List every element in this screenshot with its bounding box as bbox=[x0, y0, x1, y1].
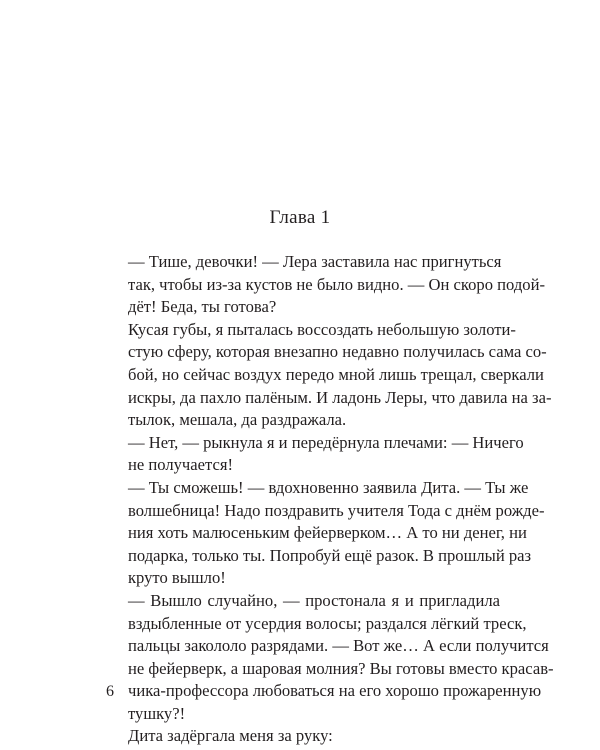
text-line: дёт! Беда, ты готова? bbox=[128, 297, 277, 317]
body-text bbox=[106, 251, 554, 748]
text-line: не получается! bbox=[128, 455, 233, 475]
paragraph bbox=[106, 725, 500, 748]
text-line: подарка, только ты. Попробуй ещё разок. В прошлый раз bbox=[128, 545, 532, 565]
text-line: волшебница! Надо поздравить учителя Тода с днём рожде- bbox=[128, 500, 545, 520]
text-line: — Вышло случайно, — простонала я и пригладила bbox=[128, 590, 500, 610]
text-line: тушку?! bbox=[128, 703, 186, 723]
paragraph bbox=[106, 477, 545, 590]
text-line: круто вышло! bbox=[128, 568, 226, 588]
text-line: — Нет, — рыкнула я и передёрнула плечами: — Ничего bbox=[128, 432, 524, 452]
text-line: ния хоть малюсеньким фейерверком… А то ни денег, ни bbox=[128, 523, 527, 543]
paragraph bbox=[106, 432, 524, 477]
text-line: искры, да пахло палёным. И ладонь Леры, что давила на за- bbox=[128, 387, 552, 407]
page-number: 6 bbox=[106, 683, 114, 700]
text-line: так, чтобы из-за кустов не было видно. — Он скоро подой- bbox=[128, 274, 545, 294]
text-line: вздыбленные от усердия волосы; раздался лёгкий треск, bbox=[128, 613, 527, 633]
text-line: Дита задёргала меня за руку: bbox=[128, 726, 333, 746]
text-line: пальцы закололо разрядами. — Вот же… А если получится bbox=[128, 636, 549, 656]
text-line: не фейерверк, а шаровая молния? Вы готовы вместо красав- bbox=[128, 658, 554, 678]
text-line: стую сферу, которая внезапно недавно получилась сама со- bbox=[128, 342, 547, 362]
chapter-title: Глава 1 bbox=[269, 207, 331, 228]
text-line: — Ты сможешь! — вдохновенно заявила Дита. — Ты же bbox=[128, 477, 529, 497]
text-line: — Тише, девочки! — Лера заставила нас пригнуться bbox=[128, 252, 502, 271]
paragraph bbox=[106, 251, 545, 319]
text-line: тылок, мешала, да раздражала. bbox=[128, 410, 347, 430]
text-line: чика-профессора любоваться на его хорошо прожаренную bbox=[128, 681, 542, 701]
paragraph bbox=[106, 319, 552, 432]
text-line: Кусая губы, я пыталась воссоздать небольшую золоти- bbox=[128, 319, 516, 339]
text-line: бой, но сейчас воздух передо мной лишь трещал, сверкали bbox=[128, 364, 544, 384]
paragraph bbox=[106, 590, 554, 726]
